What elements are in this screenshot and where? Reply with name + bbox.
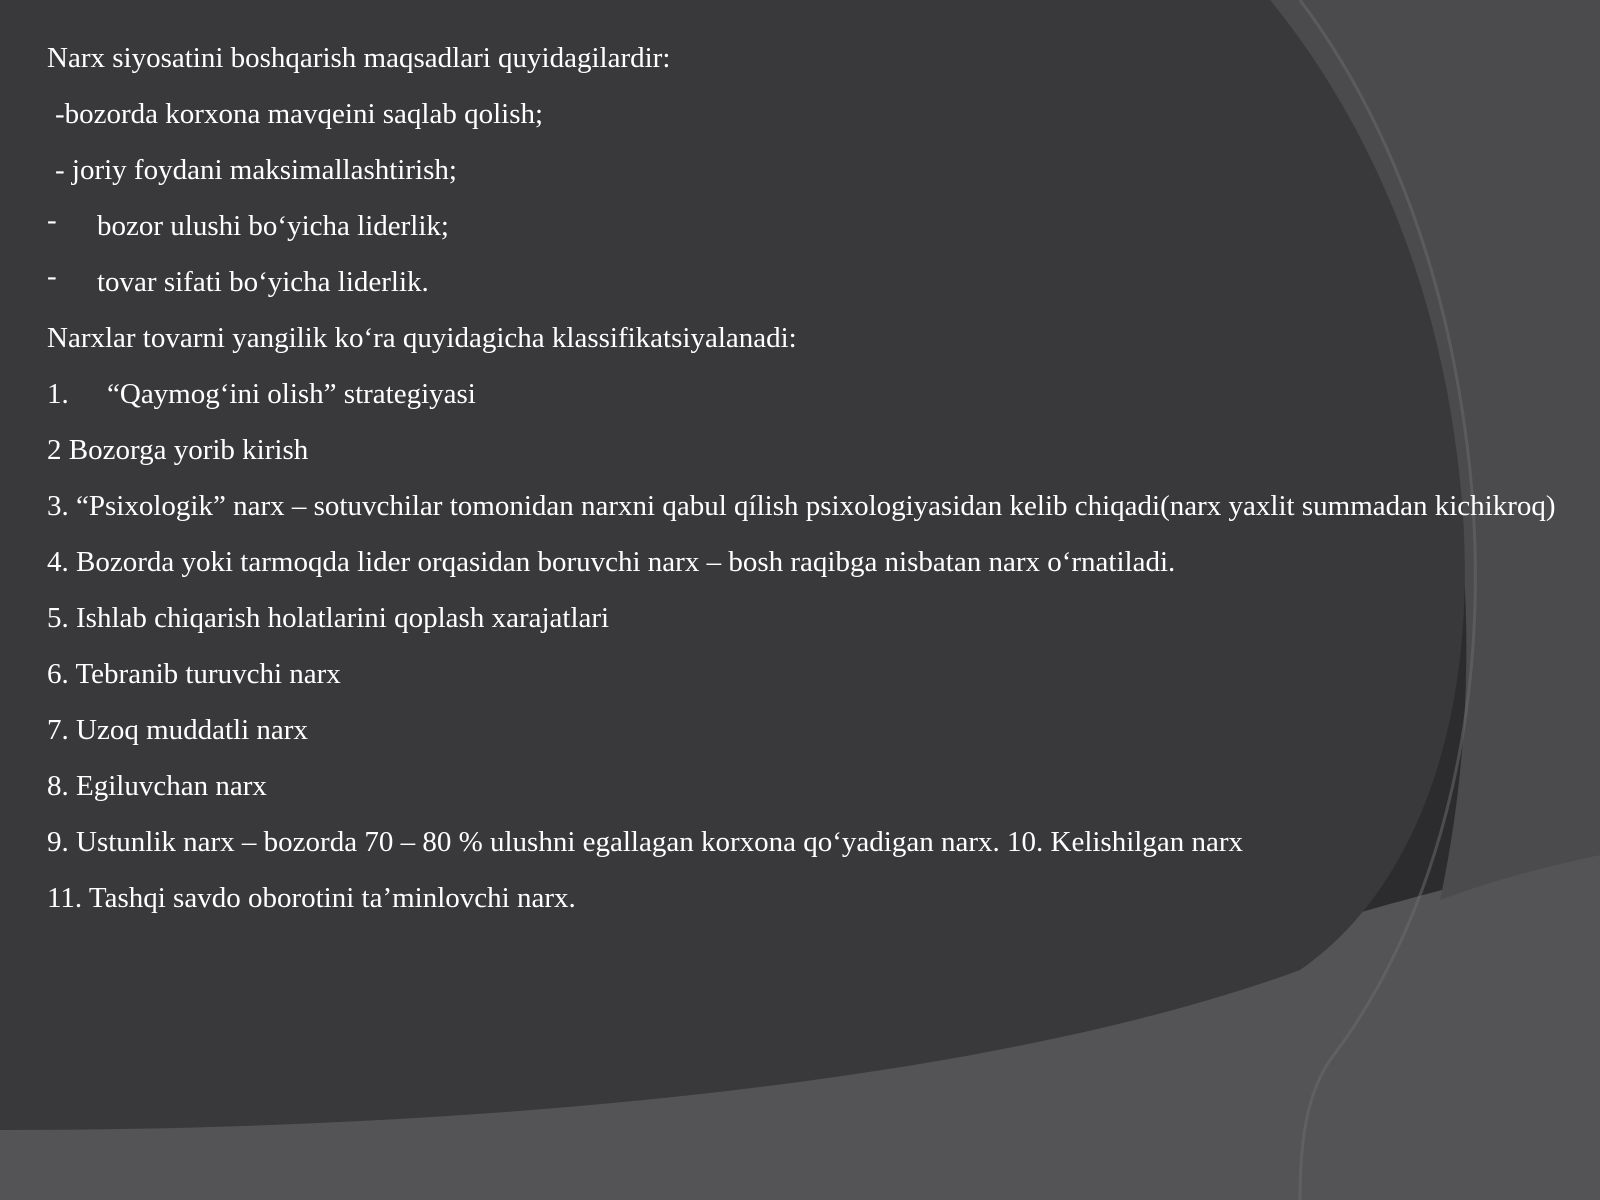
goal-line-1: -bozorda korxona mavqeini saqlab qolish; [55, 98, 544, 130]
classification-item-2: 2 Bozorga yorib kirish [47, 434, 309, 466]
classification-item-11: 11. Tashqi savdo oborotini ta’minlovchi narx. [47, 882, 576, 914]
classification-item-9-10: 9. Ustunlik narx – bozorda 70 – 80 % ulushni egallagan korxona qo‘yadigan narx. 10. Kelishilgan narx [47, 826, 1243, 858]
classification-item-8: 8. Egiluvchan narx [47, 770, 267, 802]
slide-content [47, 30, 1577, 926]
classification-intro: Narxlar tovarni yangilik ko‘ra quyidagicha klassifikatsiyalanadi: [47, 322, 797, 354]
dash-marker: - [47, 204, 57, 236]
classification-item-4: 4. Bozorda yoki tarmoqda lider orqasidan boruvchi narx – bosh raqibga nisbatan narx o‘rnatiladi. [47, 546, 1176, 578]
classification-item-7: 7. Uzoq muddatli narx [47, 714, 308, 746]
dash-goal-text: bozor ulushi bo‘yicha liderlik; [97, 210, 449, 242]
goal-line-2: - joriy foydani maksimallashtirish; [55, 154, 457, 186]
dash-goal-1 [47, 198, 1577, 254]
classification-item-6: 6. Tebranib turuvchi narx [47, 658, 341, 690]
item-number: 1. [47, 378, 69, 410]
classification-item-3: 3. “Psixologik” narx – sotuvchilar tomonidan narxni qabul qílish psixologiyasidan kelib chiqadi(narx yaxlit summadan kichikroq) [47, 490, 1556, 522]
dash-goal-text: tovar sifati bo‘yicha liderlik. [97, 266, 429, 298]
dash-marker: - [47, 260, 57, 292]
goals-heading: Narx siyosatini boshqarish maqsadlari quyidagilardir: [47, 42, 671, 74]
dash-goal-2 [47, 254, 1577, 310]
classification-item-5: 5. Ishlab chiqarish holatlarini qoplash xarajatlari [47, 602, 610, 634]
classification-item-1 [47, 366, 1577, 422]
item-text: “Qaymog‘ini olish” strategiyasi [107, 378, 476, 410]
